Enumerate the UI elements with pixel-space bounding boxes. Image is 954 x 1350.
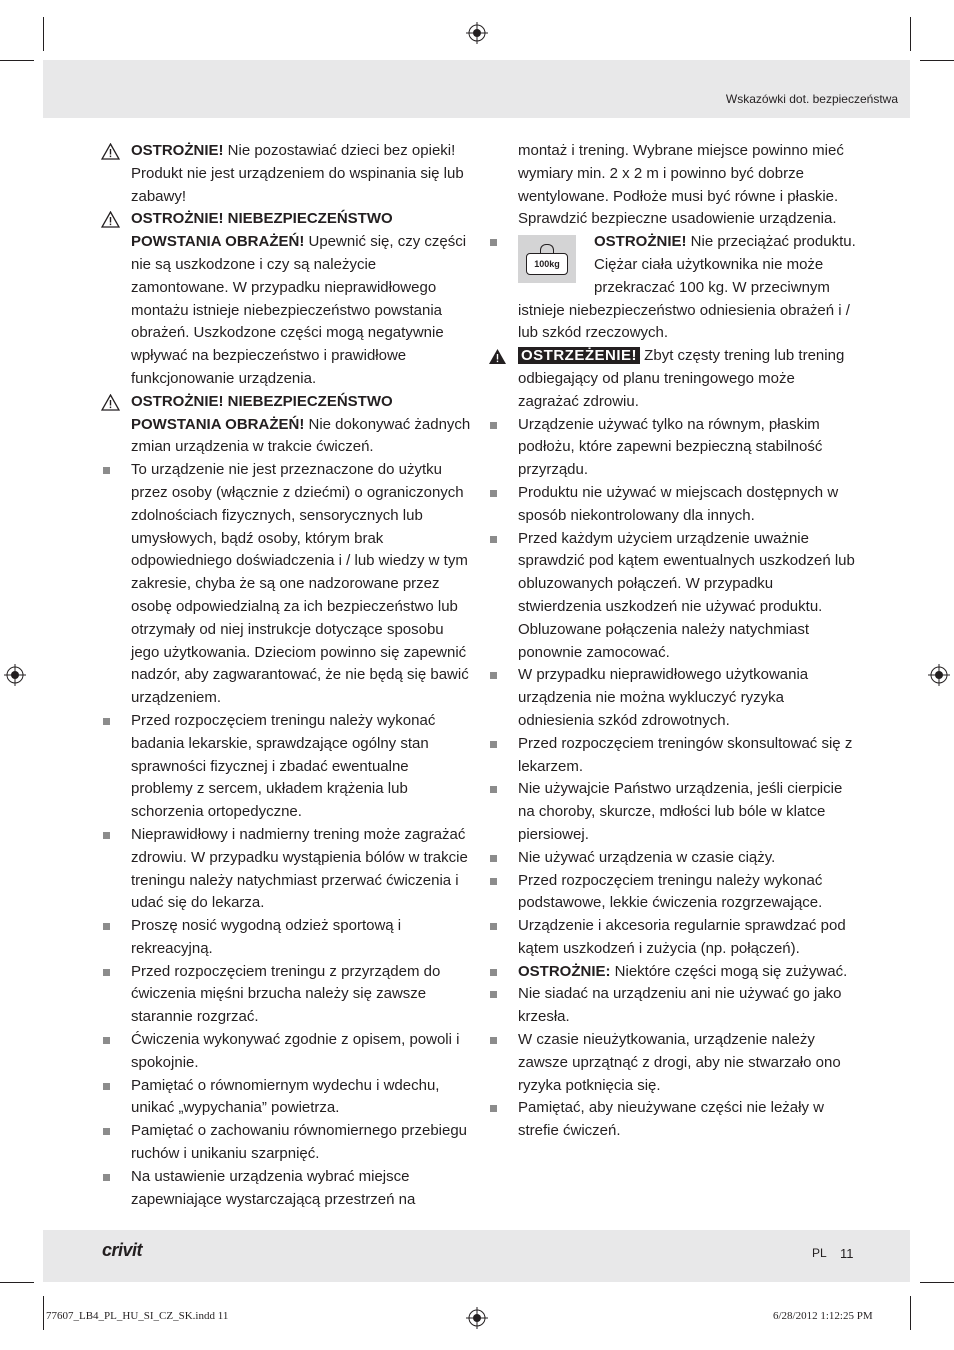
list-item-text: Proszę nosić wygodną odzież sportową i rekreacyjną. bbox=[131, 917, 402, 957]
square-bullet-icon bbox=[490, 969, 497, 976]
list-item-text: Przed rozpoczęciem treningów skonsultować się z lekarzem. bbox=[518, 734, 853, 775]
crop-mark bbox=[920, 1282, 954, 1283]
list-item-text: Przed każdym użyciem urządzenie uważnie sprawdzić pod kątem ewentualnych uszkodzeń lub obluzowanych połączeń. W przypadku stwierdzenia uszkodzeń nie używać produktu. Obluzowane połączenia należy natychmiast ponownie zamocować. bbox=[518, 529, 855, 661]
square-bullet-icon bbox=[490, 239, 497, 246]
warning-item bbox=[100, 140, 472, 208]
square-bullet-icon bbox=[490, 536, 497, 543]
warning-label: OSTROŻNIE: bbox=[518, 962, 611, 980]
warning-tag: OSTRZEŻENIE! bbox=[518, 347, 640, 364]
list-item-text: Produktu nie używać w miejscach dostępnych w sposób niekontrolowany dla innych. bbox=[518, 483, 839, 524]
warning-label: OSTROŻNIE! bbox=[594, 233, 687, 251]
warning-triangle-filled-icon bbox=[488, 348, 507, 365]
weight-limit-item bbox=[487, 231, 859, 345]
list-item bbox=[487, 847, 859, 870]
list-item bbox=[100, 961, 472, 1029]
list-item bbox=[487, 1029, 859, 1097]
warning-text: Upewnić się, czy części nie są uszkodzone i czy są należycie zamontowane. W przypadku nieprawidłowego montażu istnieje niebezpieczeństwo powstania obrażeń. Uszkodzone części mogą negatywnie wpływać na bezpieczeństwo i prawidłowe funkcjonowanie urządzenia. bbox=[131, 233, 467, 387]
list-item-text: Ćwiczenia wykonywać zgodnie z opisem, powoli i spokojnie. bbox=[131, 1031, 460, 1071]
list-item bbox=[487, 1097, 859, 1143]
square-bullet-icon bbox=[103, 467, 110, 474]
list-item-text: W czasie nieużytkowania, urządzenie należy zawsze uprzątnąć z drogi, aby nie stwarzało ono ryzyka potknięcia się. bbox=[518, 1031, 841, 1094]
crop-mark bbox=[920, 60, 954, 61]
list-item-text: Nie siadać na urządzeniu ani nie używać go jako krzesła. bbox=[518, 985, 842, 1026]
brand-logo: crivit bbox=[102, 1240, 143, 1260]
left-column bbox=[100, 140, 472, 1211]
language-code: PL bbox=[812, 1246, 827, 1260]
square-bullet-icon bbox=[103, 1128, 110, 1135]
weight-limit-badge-text: 100kg bbox=[526, 253, 568, 275]
square-bullet-icon bbox=[103, 718, 110, 725]
list-item bbox=[487, 414, 859, 482]
warning-item bbox=[487, 345, 859, 413]
warning-triangle-icon bbox=[101, 143, 120, 160]
list-item bbox=[487, 482, 859, 528]
print-slug-timestamp: 6/28/2012 1:12:25 PM bbox=[773, 1310, 873, 1322]
continuation-text: montaż i trening. Wybrane miejsce powinno mieć wymiary min. 2 x 2 m i powinno być dobrze wentylowane. Podłoże musi być równe i płaskie. Sprawdzić bezpieczne usadowienie urządzenia. bbox=[518, 142, 844, 228]
square-bullet-icon bbox=[490, 855, 497, 862]
list-item-text: Pamiętać o równomiernym wydechu i wdechu, unikać „wypychania” powietrza. bbox=[131, 1076, 440, 1117]
registration-mark-icon bbox=[928, 664, 950, 686]
warning-text: Nie przeciążać produktu. Ciężar ciała użytkownika nie może przekraczać 100 kg. W przeciwnym istnieje niebezpieczeństwo odniesienia obrażeń i / lub szkód rzeczowych. bbox=[518, 233, 856, 342]
square-bullet-icon bbox=[490, 1105, 497, 1112]
warning-item bbox=[100, 208, 472, 390]
crop-mark bbox=[0, 60, 34, 61]
warning-text: Nie dokonywać żadnych zmian urządzenia w trakcie ćwiczeń. bbox=[131, 415, 471, 456]
warning-label: OSTROŻNIE! NIEBEZPIECZEŃSTWO POWSTANIA OBRAŻEŃ! bbox=[131, 210, 393, 251]
square-bullet-icon bbox=[490, 490, 497, 497]
warning-triangle-icon bbox=[101, 394, 120, 411]
list-item-text: Na ustawienie urządzenia wybrać miejsce zapewniające wystarczającą przestrzeń na bbox=[131, 1167, 416, 1208]
square-bullet-icon bbox=[490, 672, 497, 679]
warning-triangle-icon bbox=[101, 211, 120, 228]
list-item bbox=[100, 824, 472, 915]
print-slug-filename: 77607_LB4_PL_HU_SI_CZ_SK.indd 11 bbox=[46, 1310, 229, 1322]
warning-label: OSTROŻNIE! bbox=[131, 142, 224, 159]
square-bullet-icon bbox=[490, 1037, 497, 1044]
list-item bbox=[487, 870, 859, 916]
crop-mark bbox=[910, 17, 911, 51]
list-item-text: Niektóre części mogą się zużywać. bbox=[610, 962, 848, 980]
list-item bbox=[100, 459, 472, 710]
square-bullet-icon bbox=[103, 1174, 110, 1181]
list-item-text: Urządzenie i akcesoria regularnie sprawdzać pod kątem uszkodzeń i zużycia (np. połączeń). bbox=[518, 917, 846, 957]
list-item bbox=[100, 1120, 472, 1166]
list-item bbox=[487, 664, 859, 732]
list-item-text: Przed rozpoczęciem treningu należy wykonać badania lekarskie, sprawdzające ogólny stan sprawności fizycznej i zbadać ewentualne problemy z sercem, układem krążenia lub schorzenia ortopedyczne. bbox=[131, 711, 436, 821]
crop-mark bbox=[910, 1296, 911, 1330]
list-item-text: Pamiętać o zachowaniu równomiernego przebiegu ruchów i unikaniu szarpnięć. bbox=[131, 1122, 468, 1163]
warning-text: Nie pozostawiać dzieci bez opieki! Produkt nie jest urządzeniem do wspinania się lub zabawy! bbox=[131, 142, 464, 205]
list-item bbox=[487, 961, 859, 984]
weight-limit-icon bbox=[518, 235, 576, 283]
square-bullet-icon bbox=[490, 422, 497, 429]
crop-mark bbox=[43, 17, 44, 51]
footer-band bbox=[43, 1230, 910, 1282]
square-bullet-icon bbox=[490, 741, 497, 748]
crop-mark bbox=[43, 1296, 44, 1330]
right-column bbox=[487, 140, 859, 1143]
list-item bbox=[487, 528, 859, 665]
warning-text: Zbyt częsty trening lub trening odbiegający od planu treningowego może zagrażać zdrowiu. bbox=[518, 347, 845, 410]
list-item bbox=[487, 733, 859, 779]
warning-item bbox=[100, 391, 472, 459]
registration-mark-icon bbox=[466, 1307, 488, 1329]
list-item bbox=[100, 710, 472, 824]
list-item-text: To urządzenie nie jest przeznaczone do użytku przez osoby (włącznie z dziećmi) o ograniczonych zdolnościach fizycznych, sensorycznych lub umysłowych, bądź osoby, którym brak odpowiedniego doświadczenia i / lub wiedzy w tym zakresie, chyba że są one nadzorowane przez osobę odpowiedzialną za ich bezpieczeństwo lub otrzymały od niej instrukcje dotyczące sposobu jego użytkowania. Dzieciom powinno się zapewnić nadzór, aby zagwarantować, że nie będą się bawić urządzeniem. bbox=[131, 461, 469, 707]
list-item-text: Nie używajcie Państwo urządzenia, jeśli cierpicie na choroby, skurcze, mdłości lub bóle w klatce piersiowej. bbox=[518, 780, 843, 843]
warning-label: OSTROŻNIE! NIEBEZPIECZEŃSTWO POWSTANIA OBRAŻEŃ! bbox=[131, 392, 393, 433]
header-band bbox=[43, 60, 910, 118]
square-bullet-icon bbox=[103, 969, 110, 976]
square-bullet-icon bbox=[490, 923, 497, 930]
list-item-text: Pamiętać, aby nieużywane części nie leżały w strefie ćwiczeń. bbox=[518, 1099, 824, 1140]
list-item bbox=[487, 983, 859, 1029]
list-item bbox=[487, 778, 859, 846]
list-item-text: W przypadku nieprawidłowego użytkowania urządzenia nie można wykluczyć ryzyka odniesienia szkód zdrowotnych. bbox=[518, 666, 809, 729]
crop-mark bbox=[0, 1282, 34, 1283]
list-item bbox=[100, 1029, 472, 1075]
square-bullet-icon bbox=[490, 878, 497, 885]
list-item-text: Przed rozpoczęciem treningu należy wykonać podstawowe, lekkie ćwiczenia rozgrzewające. bbox=[518, 871, 823, 912]
list-item-text: Nie używać urządzenia w czasie ciąży. bbox=[518, 848, 776, 866]
square-bullet-icon bbox=[103, 1083, 110, 1090]
square-bullet-icon bbox=[490, 786, 497, 793]
list-item bbox=[100, 915, 472, 961]
list-item bbox=[100, 1075, 472, 1121]
running-head: Wskazówki dot. bezpieczeństwa bbox=[725, 92, 898, 106]
square-bullet-icon bbox=[490, 991, 497, 998]
square-bullet-icon bbox=[103, 832, 110, 839]
list-item-text: Urządzenie używać tylko na równym, płaskim podłożu, które zapewni bezpieczną stabilność przyrządu. bbox=[518, 415, 823, 479]
list-item bbox=[100, 1166, 472, 1212]
list-item bbox=[487, 915, 859, 961]
page-number: 11 bbox=[840, 1246, 854, 1261]
square-bullet-icon bbox=[103, 923, 110, 930]
registration-mark-icon bbox=[4, 664, 26, 686]
list-item-text: Przed rozpoczęciem treningu z przyrządem do ćwiczenia mięśni brzucha należy się zawsze starannie rozgrzać. bbox=[131, 962, 441, 1026]
registration-mark-icon bbox=[466, 22, 488, 44]
square-bullet-icon bbox=[103, 1037, 110, 1044]
list-item-text: Nieprawidłowy i nadmierny trening może zagrażać zdrowiu. W przypadku wystąpienia bólów w trakcie treningu należy natychmiast przerwać ćwiczenia i udać się do lekarza. bbox=[131, 825, 468, 912]
